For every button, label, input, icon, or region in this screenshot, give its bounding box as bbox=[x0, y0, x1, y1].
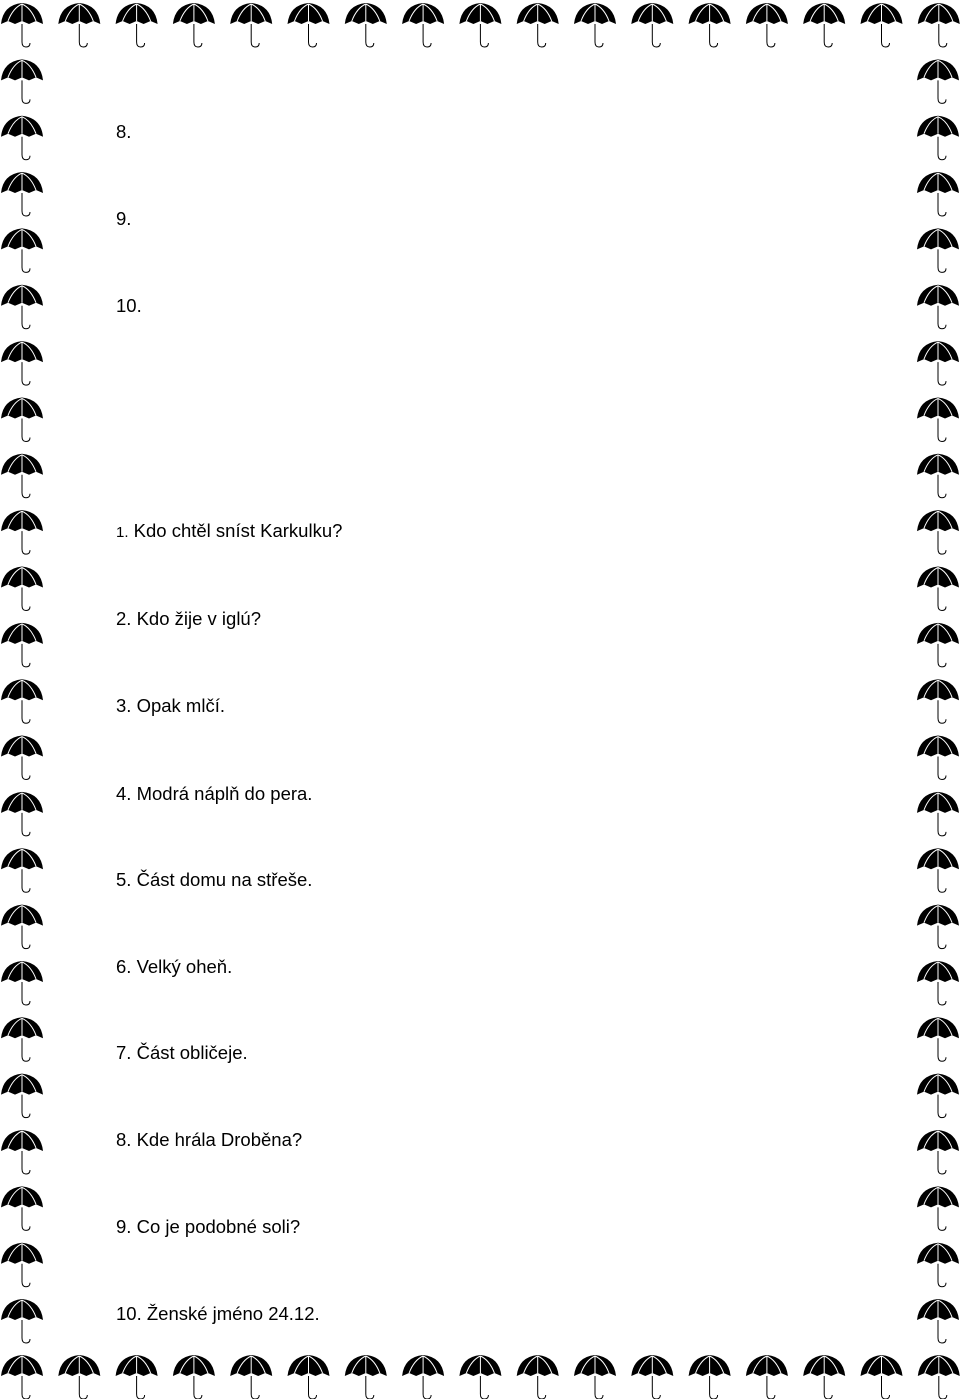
umbrella-icon bbox=[58, 3, 100, 47]
umbrella-icon bbox=[1, 1074, 43, 1118]
clue-text: Kdo žije v iglú? bbox=[136, 608, 262, 629]
umbrella-icon bbox=[58, 1355, 100, 1399]
umbrella-icon bbox=[1, 59, 43, 103]
clue-number: 8. bbox=[116, 1129, 132, 1150]
umbrella-icon bbox=[917, 1074, 959, 1118]
clue-text: Co je podobné soli? bbox=[136, 1216, 301, 1237]
clue-5 bbox=[116, 869, 312, 891]
clue-9 bbox=[116, 1216, 300, 1238]
umbrella-icon bbox=[459, 1355, 501, 1399]
clue-text: Část domu na střeše. bbox=[136, 869, 313, 890]
umbrella-icon bbox=[917, 59, 959, 103]
umbrella-icon bbox=[1, 623, 43, 667]
umbrella-icon bbox=[1, 961, 43, 1005]
answer-number-8 bbox=[116, 121, 131, 143]
answer-number: 9. bbox=[116, 208, 132, 229]
umbrella-icon bbox=[1, 116, 43, 160]
umbrella-icon bbox=[1, 454, 43, 498]
umbrella-icon bbox=[1, 3, 43, 47]
umbrella-icon bbox=[917, 1130, 959, 1174]
umbrella-icon bbox=[917, 736, 959, 780]
umbrella-icon bbox=[917, 848, 959, 892]
umbrella-icon bbox=[746, 1355, 788, 1399]
umbrella-icon bbox=[917, 116, 959, 160]
umbrella-icon bbox=[1, 341, 43, 385]
umbrella-icon bbox=[1, 1243, 43, 1287]
umbrella-icon bbox=[917, 397, 959, 441]
umbrella-icon bbox=[1, 848, 43, 892]
answer-number-10 bbox=[116, 295, 142, 317]
umbrella-icon bbox=[861, 3, 903, 47]
clue-text: Ženské jméno 24.12. bbox=[146, 1303, 320, 1324]
clue-number: 3. bbox=[116, 695, 132, 716]
umbrella-icon bbox=[1, 1130, 43, 1174]
umbrella-icon bbox=[917, 679, 959, 723]
umbrella-icon bbox=[517, 1355, 559, 1399]
umbrella-icon bbox=[402, 1355, 444, 1399]
clue-number: 9. bbox=[116, 1216, 132, 1237]
clue-number: 2. bbox=[116, 608, 132, 629]
umbrella-icon bbox=[803, 3, 845, 47]
umbrella-icon bbox=[917, 285, 959, 329]
umbrella-icon bbox=[116, 1355, 158, 1399]
umbrella-icon bbox=[345, 3, 387, 47]
clue-number: 4. bbox=[116, 783, 132, 804]
umbrella-icon bbox=[917, 1299, 959, 1343]
umbrella-icon bbox=[917, 623, 959, 667]
umbrella-icon bbox=[459, 3, 501, 47]
umbrella-icon bbox=[1, 1299, 43, 1343]
umbrella-icon bbox=[517, 3, 559, 47]
umbrella-icon bbox=[173, 3, 215, 47]
umbrella-icon bbox=[689, 1355, 731, 1399]
answer-number: 10. bbox=[116, 295, 142, 316]
umbrella-icon bbox=[917, 567, 959, 611]
clue-7 bbox=[116, 1042, 248, 1064]
umbrella-icon bbox=[1, 679, 43, 723]
clue-10 bbox=[116, 1303, 320, 1325]
umbrella-icon bbox=[917, 341, 959, 385]
umbrella-icon bbox=[746, 3, 788, 47]
clue-8 bbox=[116, 1129, 302, 1151]
umbrella-icon bbox=[230, 3, 272, 47]
clue-number: 10. bbox=[116, 1303, 142, 1324]
clue-text: Velký oheň. bbox=[136, 956, 233, 977]
clue-3 bbox=[116, 695, 225, 717]
clue-1 bbox=[116, 520, 342, 542]
umbrella-icon bbox=[1, 905, 43, 949]
umbrella-icon bbox=[1, 1186, 43, 1230]
clue-text: Opak mlčí. bbox=[136, 695, 225, 716]
clue-text: Kdo chtěl sníst Karkulku? bbox=[133, 520, 343, 541]
umbrella-icon bbox=[1, 510, 43, 554]
clue-text: Modrá náplň do pera. bbox=[136, 783, 313, 804]
clue-text: Část obličeje. bbox=[136, 1042, 248, 1063]
umbrella-icon bbox=[574, 1355, 616, 1399]
umbrella-icon bbox=[917, 961, 959, 1005]
umbrella-icon bbox=[917, 510, 959, 554]
umbrella-icon bbox=[402, 3, 444, 47]
umbrella-icon bbox=[917, 1186, 959, 1230]
clue-2 bbox=[116, 608, 261, 630]
umbrella-icon bbox=[1, 1017, 43, 1061]
umbrella-icon bbox=[1, 567, 43, 611]
umbrella-icon bbox=[861, 1355, 903, 1399]
umbrella-icon bbox=[917, 1243, 959, 1287]
umbrella-icon bbox=[230, 1355, 272, 1399]
clue-number: 7. bbox=[116, 1042, 132, 1063]
umbrella-icon bbox=[1, 792, 43, 836]
umbrella-icon bbox=[917, 905, 959, 949]
umbrella-icon bbox=[917, 1017, 959, 1061]
clue-6 bbox=[116, 956, 232, 978]
umbrella-icon bbox=[1, 228, 43, 272]
umbrella-icon bbox=[288, 1355, 330, 1399]
answer-number-9 bbox=[116, 208, 131, 230]
clue-number: 1. bbox=[116, 524, 129, 541]
umbrella-icon bbox=[1, 1355, 43, 1399]
umbrella-icon bbox=[173, 1355, 215, 1399]
umbrella-icon bbox=[288, 3, 330, 47]
umbrella-icon bbox=[689, 3, 731, 47]
umbrella-icon bbox=[116, 3, 158, 47]
umbrella-icon bbox=[917, 228, 959, 272]
umbrella-icon bbox=[631, 1355, 673, 1399]
clue-text: Kde hrála Droběna? bbox=[136, 1129, 303, 1150]
clue-number: 5. bbox=[116, 869, 132, 890]
umbrella-icon bbox=[631, 3, 673, 47]
umbrella-icon bbox=[1, 736, 43, 780]
umbrella-icon bbox=[1, 285, 43, 329]
umbrella-icon bbox=[918, 1355, 960, 1399]
umbrella-icon bbox=[574, 3, 616, 47]
umbrella-icon bbox=[1, 397, 43, 441]
umbrella-icon bbox=[917, 454, 959, 498]
answer-number: 8. bbox=[116, 121, 132, 142]
umbrella-icon bbox=[917, 172, 959, 216]
umbrella-icon bbox=[1, 172, 43, 216]
umbrella-icon bbox=[917, 792, 959, 836]
clue-4 bbox=[116, 783, 312, 805]
umbrella-icon bbox=[918, 3, 960, 47]
clue-number: 6. bbox=[116, 956, 132, 977]
umbrella-icon bbox=[803, 1355, 845, 1399]
umbrella-icon bbox=[345, 1355, 387, 1399]
